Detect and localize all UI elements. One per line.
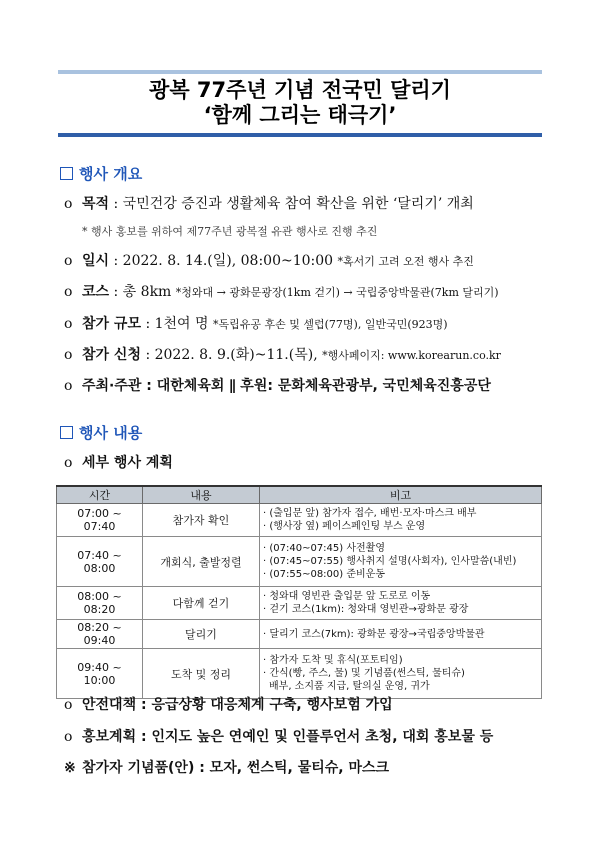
title-rule-top (58, 70, 542, 74)
row-time: 08:00 ~ 08:20 (57, 587, 143, 620)
schedule-table (56, 485, 542, 699)
row-notes: · (출입문 앞) 참가자 접수, 배번·모자·마스크 배부 · (행사장 옆) 페이스페인팅 부스 운영 (260, 504, 542, 537)
column-header-notes: 비고 (260, 486, 542, 504)
row-notes: · 청와대 영빈관 출입문 앞 도로로 이동 · 걷기 코스(1km): 청와대 영빈관→광화문 광장 (260, 587, 542, 620)
date-value: : 2022. 8. 14.(일), 08:00~10:00 (113, 253, 334, 269)
course-label: 코스 (82, 284, 110, 300)
scale-note: *독립유공 후손 및 셀럽(77명), 일반국민(923명) (213, 318, 448, 331)
gift-row (64, 757, 389, 777)
row-content: 다함께 걷기 (143, 587, 260, 620)
table-row (57, 620, 542, 649)
title-line-2: ‘함께 그리는 태극기’ (203, 103, 397, 127)
safety-text: 안전대책 : 응급상황 대응체계 구축, 행사보험 가입 (82, 697, 393, 713)
table-row (57, 587, 542, 620)
purpose-note: * 행사 홍보를 위하여 제77주년 광복절 유관 행사로 진행 추진 (82, 225, 378, 238)
date-note: *혹서기 고려 오전 행사 추진 (337, 255, 474, 268)
apply-value: : 2022. 8. 9.(화)~11.(목), (145, 347, 318, 363)
apply-label: 참가 신청 (82, 347, 141, 363)
row-notes: · 참가자 도착 및 휴식(포토티임) · 간식(빵, 주스, 물) 및 기념품(썬스틱, 물티슈) 배부, 소지품 지급, 탈의실 운영, 귀가 (260, 649, 542, 699)
bullet-o: o (64, 196, 73, 212)
scale-label: 참가 규모 (82, 316, 141, 332)
plan-label: 세부 행사 계획 (82, 455, 173, 471)
table-header-row (57, 486, 542, 504)
plan-row: o 세부 행사 계획 (64, 455, 173, 471)
host-separator: ∥ (228, 378, 236, 394)
section-content-heading: 행사 내용 (60, 422, 142, 443)
apply-note: *행사페이지: www.korearun.co.kr (322, 349, 501, 362)
apply-row: o 참가 신청 : 2022. 8. 9.(화)~11.(목), *행사페이지: www.korearun.co.kr (64, 347, 501, 363)
safety-row: o 안전대책 : 응급상황 대응체계 구축, 행사보험 가입 (64, 697, 393, 713)
table-row (57, 649, 542, 699)
checkbox-square-icon (60, 426, 73, 439)
promo-text: 홍보계획 : 인지도 높은 연예인 및 인플루언서 초청, 대회 홍보물 등 (82, 729, 494, 745)
reference-mark-icon: ※ (64, 760, 76, 776)
scale-value: : 1천여 명 (145, 316, 209, 332)
date-label: 일시 (82, 253, 110, 269)
course-note: *청와대 → 광화문광장(1km 걷기) → 국립중앙박물관(7km 달리기) (175, 286, 499, 299)
column-header-time: 시간 (57, 486, 143, 504)
host-row: o 주최·주관 : 대한체육회 ∥ 후원: 문화체육관광부, 국민체육진흥공단 (64, 378, 491, 394)
row-notes: · (07:40~07:45) 사전촬영 · (07:45~07:55) 행사취지 설명(사회자), 인사말씀(내빈) · (07:55~08:00) 준비운동 (260, 537, 542, 587)
row-content: 참가자 확인 (143, 504, 260, 537)
column-header-content: 내용 (143, 486, 260, 504)
course-row: o 코스 : 총 8km *청와대 → 광화문광장(1km 걷기) → 국립중앙박물관(7km 달리기) (64, 284, 499, 300)
row-content: 도착 및 정리 (143, 649, 260, 699)
section-overview-heading: 행사 개요 (60, 163, 142, 184)
row-time: 07:40 ~ 08:00 (57, 537, 143, 587)
checkbox-square-icon (60, 167, 73, 180)
row-notes: · 달리기 코스(7km): 광화문 광장→국립중앙박물관 (260, 620, 542, 649)
row-time: 09:40 ~ 10:00 (57, 649, 143, 699)
host-label: 주최·주관 : 대한체육회 (82, 378, 225, 394)
scale-row: o 참가 규모 : 1천여 명 *독립유공 후손 및 셀럽(77명), 일반국민(923명) (64, 316, 448, 332)
promo-row: o 홍보계획 : 인지도 높은 연예인 및 인플루언서 초청, 대회 홍보물 등 (64, 729, 494, 745)
row-content: 달리기 (143, 620, 260, 649)
table-row (57, 537, 542, 587)
title-line-1: 광복 77주년 기념 전국민 달리기 (149, 78, 451, 102)
title-rule-bottom (58, 133, 542, 137)
purpose-row (64, 193, 474, 213)
gift-text: 참가자 기념품(안) : 모자, 썬스틱, 물티슈, 마스크 (82, 760, 390, 776)
sponsor-label: 후원: 문화체육관광부, 국민체육진흥공단 (240, 378, 491, 394)
purpose-label: 목적 (82, 196, 110, 212)
row-content: 개회식, 출발정렬 (143, 537, 260, 587)
page-title (58, 78, 542, 128)
table-row (57, 504, 542, 537)
course-value: : 총 8km (113, 284, 172, 300)
row-time: 07:00 ~ 07:40 (57, 504, 143, 537)
row-time: 08:20 ~ 09:40 (57, 620, 143, 649)
date-row: o 일시 : 2022. 8. 14.(일), 08:00~10:00 *혹서기 고려 오전 행사 추진 (64, 253, 474, 269)
purpose-value: : 국민건강 증진과 생활체육 참여 확산을 위한 ‘달리기’ 개최 (113, 196, 474, 212)
